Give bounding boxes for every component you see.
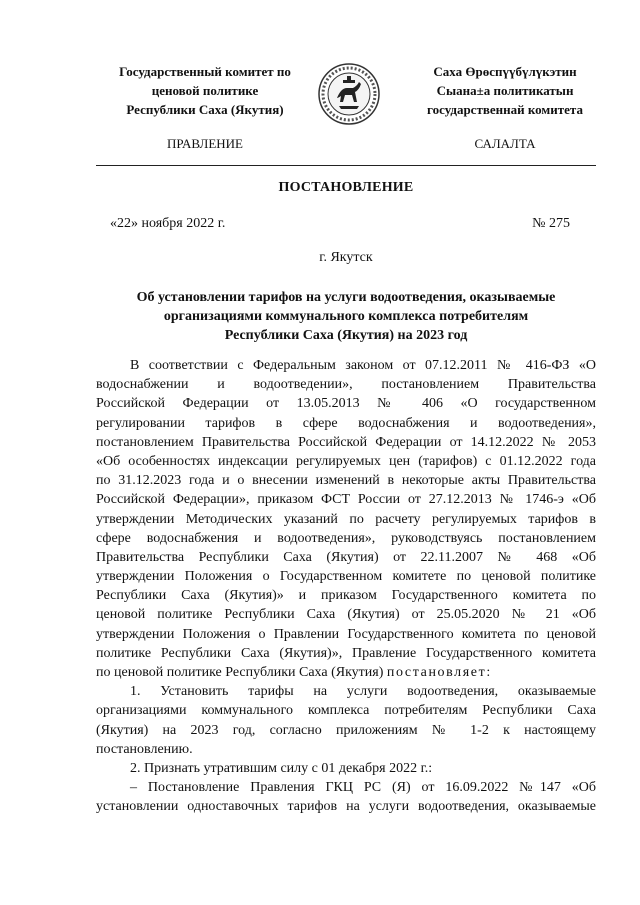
document-title [96,288,596,345]
body-line: утверждении Методических указаний по расчету регулируемых тарифов в [96,511,596,527]
body-line: утверждении Положения о Правлении Государственного комитета по ценовой [96,626,596,642]
title-line: Об установлении тарифов на услуги водоотведения, оказываемые [136,290,556,305]
item-1-line: 1. Установить тарифы на услуги водоотведения, оказываемые [130,684,596,700]
body-line: водоснабжении и водоотведении», постановлением Правительства [96,377,596,393]
issuer-line: Республики Саха (Якутия) [126,102,284,117]
issuer-line: ценовой политике [151,83,259,98]
body-line: Правительства Республики Саха (Якутия) от 22.11.2007 № 468 «Об [96,549,596,565]
body-line: Российской Федерации», приказом ФСТ России от 27.12.2013 № 1746-э «Об [96,492,596,508]
item-1-line: организациями коммунального комплекса потребителям Республики Саха [96,703,596,719]
resolve-prefix: по ценовой политике Республики Саха (Якутия) [96,665,384,680]
title-line: Республики Саха (Якутия) на 2023 год [224,328,468,343]
body-line: политике Республики Саха (Якутия)», Правление Государственного комитета [96,645,596,661]
document-type: ПОСТАНОВЛЕНИЕ [278,180,414,195]
item-1-line: (Якутия) на 2023 год, согласно приложениям № 1-2 к настоящему [96,722,596,738]
body-line: В соответствии с Федеральным законом от 07.12.2011 № 416-ФЗ «О [130,358,596,373]
document-number: № 275 [532,216,570,231]
document-date: «22» ноября 2022 г. [110,216,226,231]
body-line: по 31.12.2023 года и о внесении изменений в некоторые акты Правительства [96,473,596,489]
department-russian: ПРАВЛЕНИЕ [167,136,243,151]
issuer-name-yakut [396,62,614,119]
body-line: утверждении Положения о Государственном комитете по ценовой политике [96,569,596,585]
item-2: 2. Признать утратившим силу с 01 декабря 2022 г.: [130,760,433,776]
body-line: регулировании тарифов в сфере водоснабжения и водоотведения», [96,415,596,431]
item-2-sub-line: – Постановление Правления ГКЦ РС (Я) от 16.09.2022 №147 «Об [130,780,596,796]
department-yakut: САЛАЛТА [474,136,536,151]
resolve-line [96,663,596,682]
issuer-line: Сыана±а политикатын [436,83,574,98]
body-line: «Об особенностях индексации регулируемых цен (тарифов) с 01.12.2022 года [96,453,596,469]
yakutia-coat-of-arms-icon [317,62,381,126]
issuer-name-russian [96,62,314,119]
body-line: Российской Федерации от 13.05.2013 № 406 «О государственном [96,396,596,412]
body-line: ценовой политике Республики Саха (Якутия) от 25.05.2020 № 21 «Об [96,607,596,623]
header-divider [96,165,596,166]
issuer-line: государственнай комитета [427,102,583,117]
body-line: Республики Саха (Якутия)» и приказом Государственного комитета по [96,588,596,604]
document-body [96,356,596,817]
issuer-line: Государственный комитет по [119,64,291,79]
item-1-line: постановлению. [96,741,193,757]
body-line: постановлением Правительства Российской Федерации от 14.12.2022 № 2053 [96,434,596,450]
item-2-sub-line: установлении одноставочных тарифов на услуги водоотведения, оказываемые [96,799,596,815]
document-city: г. Якутск [319,250,373,265]
resolve-word: постановляет: [386,665,492,680]
body-line: сфере водоснабжения и водоотведения», руководствуясь постановлением [96,530,596,546]
title-line: организациями коммунального комплекса потребителям [163,309,529,324]
issuer-line: Саха Өрөспүүбүлүкэтин [433,64,577,79]
